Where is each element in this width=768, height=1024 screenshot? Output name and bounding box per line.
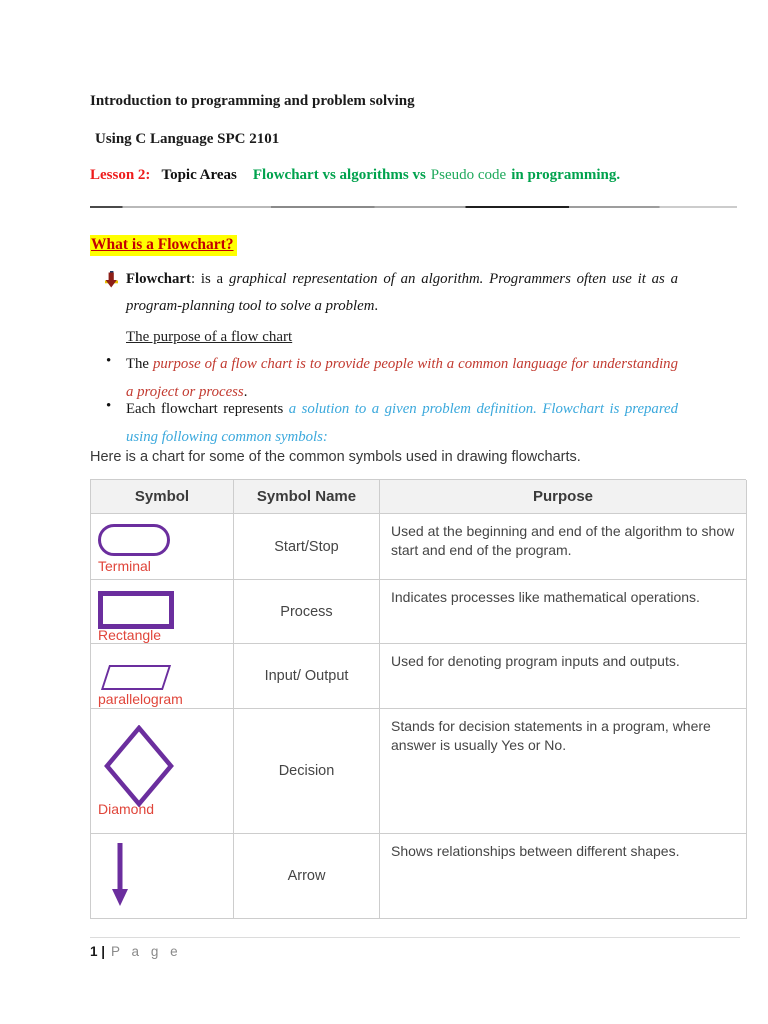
picture-bullet-icon [104, 271, 119, 288]
flowchart-def-period: . [374, 297, 379, 314]
symbol-cell-diamond [91, 709, 234, 834]
flowchart-symbols-table [90, 479, 746, 919]
purpose-cell: Indicates processes like mathematical operations. [380, 580, 747, 644]
topic-areas-label: Topic Areas [161, 167, 237, 183]
flowchart-def-plain: : is a [190, 271, 229, 287]
shape-label: Rectangle [98, 627, 162, 643]
purpose-cell: Shows relationships between different shapes. [380, 834, 747, 919]
purpose-cell: Stands for decision statements in a program, where answer is usually Yes or No. [380, 709, 747, 834]
page-number: 1 | [90, 944, 106, 959]
col-header-symbol-name: Symbol Name [234, 480, 380, 514]
symbol-name-cell: Process [234, 580, 380, 644]
each-flowchart-paragraph [126, 396, 678, 451]
bullet-marker: • [106, 353, 112, 369]
section-heading: What is a Flowchart? [90, 235, 237, 256]
page-footer [90, 944, 182, 959]
shape-label: Diamond [98, 801, 155, 817]
col-header-symbol: Symbol [91, 480, 234, 514]
each-blue-italic: a solution to a given problem definition. Flowchart is prepared using following common symbols: [126, 401, 678, 445]
flowchart-term: Flowchart [126, 271, 191, 287]
each-plain: Each flowchart represents [126, 401, 289, 417]
purpose-plain: The [126, 356, 153, 372]
topic-green-bold-2: in programming. [511, 167, 621, 183]
symbol-name-cell: Decision [234, 709, 380, 834]
down-arrow-icon [111, 842, 131, 910]
purpose-subheading: The purpose of a flow chart [126, 329, 293, 345]
symbol-name-cell: Input/ Output [234, 644, 380, 709]
symbol-cell-rectangle [91, 580, 234, 644]
shape-label: Terminal [98, 558, 151, 574]
parallelogram-shape [101, 665, 171, 690]
symbol-cell-parallelogram [91, 644, 234, 709]
symbol-cell-arrow [91, 834, 234, 919]
topic-green-bold-1: Flowchart vs algorithms vs [252, 167, 426, 183]
footer-rule [90, 937, 740, 938]
page-title: Introduction to programming and problem solving [90, 93, 415, 109]
purpose-period: . [243, 383, 248, 400]
diamond-shape [104, 725, 174, 807]
flowchart-definition-paragraph [126, 266, 678, 319]
topic-green-light: Pseudo code [430, 167, 507, 183]
bullet-marker: • [106, 398, 112, 414]
shape-label: parallelogram [98, 691, 183, 707]
symbol-name-cell: Arrow [234, 834, 380, 919]
purpose-cell: Used for denoting program inputs and outputs. [380, 644, 747, 709]
flowchart-def-italic: graphical representation of an algorithm. Programmers often use it as a program-planning tool to solve a problem [126, 271, 679, 314]
lesson-label: Lesson 2: [90, 167, 151, 183]
lesson-line [90, 167, 620, 184]
symbol-name-cell: Start/Stop [234, 514, 380, 580]
col-header-purpose: Purpose [380, 480, 747, 514]
table-intro-text: Here is a chart for some of the common symbols used in drawing flowcharts. [90, 449, 581, 465]
course-subtitle: Using C Language SPC 2101 [95, 131, 280, 147]
purpose-cell: Used at the beginning and end of the algorithm to show start and end of the program. [380, 514, 747, 580]
page-word: P a g e [111, 944, 182, 959]
terminal-stadium-shape [98, 524, 170, 556]
symbol-cell-terminal [91, 514, 234, 580]
header-divider-line [90, 206, 737, 208]
purpose-red-italic: purpose of a flow chart is to provide people with a common language for understanding a project or process [126, 356, 678, 400]
rectangle-shape [98, 591, 174, 629]
